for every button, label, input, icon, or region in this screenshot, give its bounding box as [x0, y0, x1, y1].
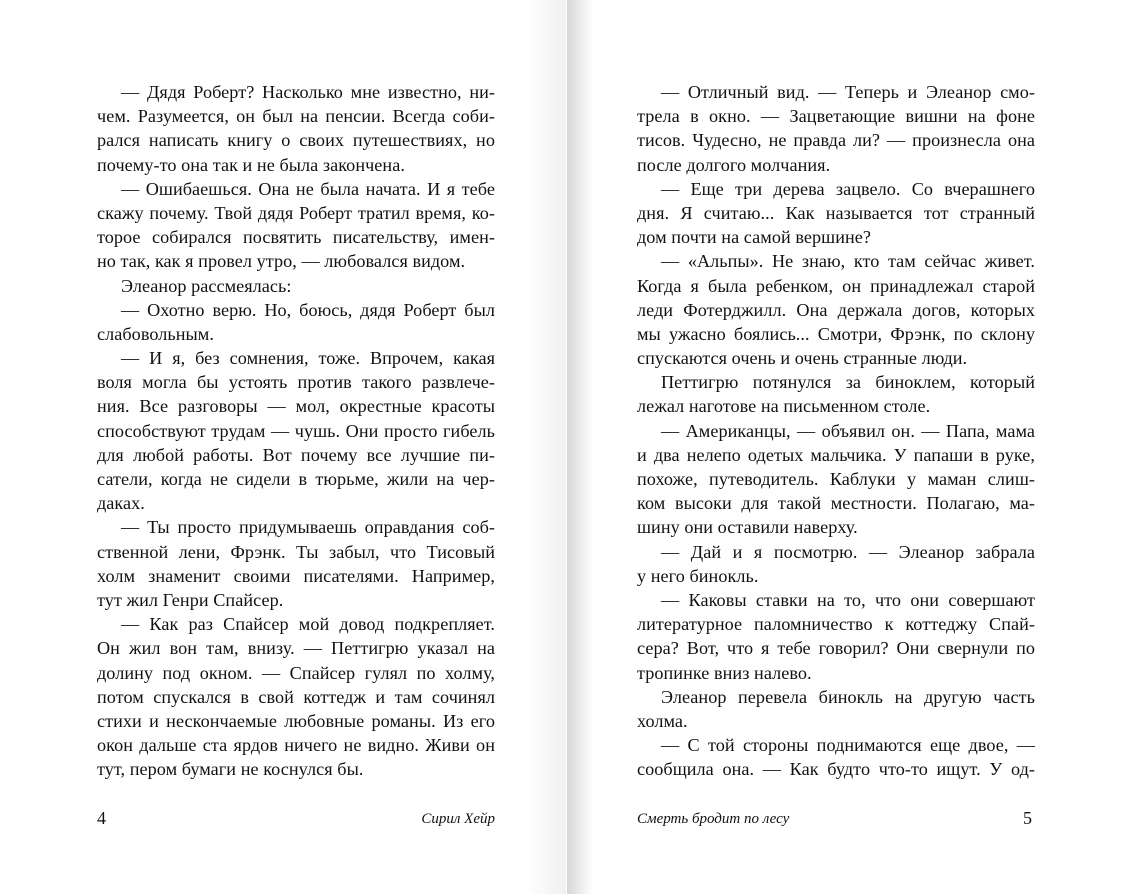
text-line: — И я, без сомнения, тоже. Впрочем, какая	[121, 348, 495, 369]
text-line: шину они оставили наверху.	[637, 517, 858, 538]
text-line: тут жил Генри Спайсер.	[97, 589, 284, 610]
text-line: воля могла бы устоять против такого развлече-	[97, 372, 495, 393]
text-line: холм знаменит своими писателями. Например,	[97, 565, 495, 586]
text-line: сатели, когда не сидели в тюрьме, жили на чер-	[97, 469, 495, 489]
text-line: похоже, путеводитель. Каблуки у маман слиш-	[637, 469, 1035, 489]
text-line: тисов. Чудесно, не правда ли? — произнесла она	[637, 130, 1035, 151]
left-page-number: 4	[97, 808, 106, 828]
text-line: потом спускался в свой коттедж и там сочинял	[97, 686, 495, 707]
text-line: Петтигрю потянулся за биноклем, который	[661, 372, 1035, 393]
text-line: Он жил вон там, внизу. — Петтигрю указал на	[97, 638, 495, 659]
text-line: мы ужасно боялись... Смотри, Фрэнк, по склону	[637, 323, 1035, 344]
text-line: тропинке вниз налево.	[637, 662, 812, 683]
text-line: чем. Разумеется, он был на пенсии. Всегда соби-	[97, 106, 495, 127]
text-line: — Ты просто придумываешь оправдания соб-	[121, 517, 495, 538]
text-line: Когда я была ребенком, он принадлежал старой	[637, 275, 1035, 296]
text-line: — «Альпы». Не знаю, кто там сейчас живет.	[661, 251, 1035, 272]
left-gutter-shadow	[526, 0, 566, 894]
text-line: — Охотно верю. Но, боюсь, дядя Роберт был	[121, 299, 495, 320]
text-line: Элеанор перевела бинокль на другую часть	[661, 686, 1035, 707]
right-page	[567, 0, 1133, 894]
right-page-text	[637, 80, 1035, 781]
text-line: после долгого молчания.	[637, 154, 831, 175]
text-line: — Еще три дерева зацвело. Со вчерашнего	[661, 178, 1035, 199]
left-page	[0, 0, 566, 894]
text-line: Элеанор рассмеялась:	[121, 275, 292, 296]
text-line: — Американцы, — объявил он. — Папа, мама	[661, 420, 1035, 441]
text-line: — Каковы ставки на то, что они совершают	[661, 589, 1035, 610]
text-line: даках.	[97, 493, 145, 514]
text-line: почему-то она так и не была закончена.	[97, 154, 405, 175]
right-page-number: 5	[1023, 808, 1032, 828]
text-line: скажу почему. Твой дядя Роберт тратил время, ко-	[97, 202, 495, 223]
text-line: для любой работы. Вот почему все лучшие пи-	[97, 444, 495, 465]
text-line: литературное паломничество к коттеджу Спай-	[637, 614, 1035, 635]
text-line: тут, пером бумаги не коснулся бы.	[97, 759, 364, 780]
text-line: леди Фотерджилл. Она держала догов, которых	[637, 299, 1035, 320]
text-line: — С той стороны поднимаются еще двое, —	[661, 735, 1035, 756]
text-line: и два нелепо одетых мальчика. У папаши в руке,	[637, 444, 1035, 465]
text-line: рался написать книгу о своих путешествиях, но	[97, 130, 495, 151]
text-line: холма.	[637, 710, 688, 731]
text-line: слабовольным.	[97, 323, 214, 344]
text-line: — Дай и я посмотрю. — Элеанор забрала	[661, 541, 1035, 562]
left-page-text	[97, 80, 495, 781]
right-running-head: Смерть бродит по лесу	[637, 811, 790, 827]
text-line: лежал наготове на письменном столе.	[637, 396, 931, 417]
text-line: ком высоки для такой местности. Полагаю, ма-	[637, 493, 1035, 514]
text-line: сообщила она. — Как будто что-то ищут. У од-	[637, 759, 1035, 780]
text-line: ния. Все разговоры — мол, окрестные красоты	[97, 396, 495, 417]
text-line: дня. Я считаю... Как называется тот странный	[637, 202, 1035, 223]
text-line: — Ошибаешься. Она не была начата. И я тебе	[121, 178, 495, 199]
text-line: долину под окном. — Спайсер гулял по холму,	[97, 662, 495, 683]
text-line: — Как раз Спайсер мой довод подкрепляет.	[121, 614, 495, 635]
text-line: сера? Вот, что я тебе говорил? Они свернули по	[637, 638, 1035, 659]
text-line: но так, как я провел утро, — любовался видом.	[97, 251, 466, 272]
text-line: — Дядя Роберт? Насколько мне известно, ни-	[121, 82, 495, 102]
text-line: дом почти на самой вершине?	[637, 227, 872, 248]
text-line: торое собирался посвятить писательству, имен-	[97, 227, 495, 248]
text-line: трела в окно. — Зацветающие вишни на фоне	[637, 106, 1035, 127]
text-line: ственной лени, Фрэнк. Ты забыл, что Тисовый	[97, 541, 495, 562]
text-line: стихи и нескончаемые любовные романы. Из его	[97, 710, 495, 731]
right-gutter-shadow	[567, 0, 593, 894]
text-line: спускаются очень и очень странные люди.	[637, 348, 968, 369]
text-line: способствуют трудам — чушь. Они просто гибель	[97, 420, 495, 441]
left-running-head: Сирил Хейр	[421, 811, 495, 827]
text-line: у него бинокль.	[637, 565, 759, 586]
text-line: — Отличный вид. — Теперь и Элеанор смо-	[661, 82, 1035, 102]
text-line: окон дальше ста ярдов ничего не видно. Живи он	[97, 735, 495, 756]
